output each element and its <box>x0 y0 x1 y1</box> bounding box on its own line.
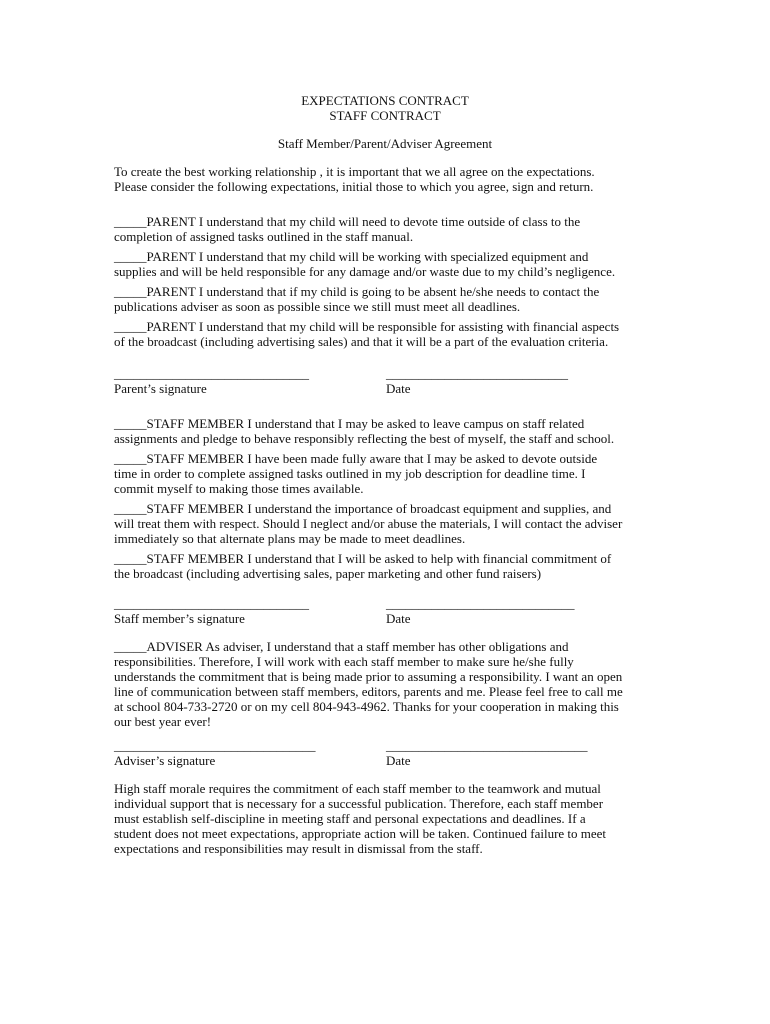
date-label: Date <box>386 611 411 626</box>
adviser-line: understands the commitment that is being made prior to assuming a responsibility. I want an open <box>114 669 623 684</box>
agreement-subtitle: Staff Member/Parent/Adviser Agreement <box>277 136 493 151</box>
item-line: publications adviser as soon as possible since we still must meet all deadlines. <box>114 299 521 314</box>
title-block <box>0 93 770 123</box>
item-line: of the broadcast (including advertising sales) and that it will be a part of the evaluation criteria. <box>114 334 609 349</box>
date-label: Date <box>386 381 411 396</box>
closing-line: must establish self-discipline in meeting staff and personal expectations and deadlines. If a <box>114 811 586 826</box>
title-staff-contract: STAFF CONTRACT <box>329 108 441 123</box>
item-line: commit myself to making those times available. <box>114 481 364 496</box>
staff-date-field[interactable] <box>386 596 575 626</box>
item-line: _____STAFF MEMBER I understand the importance of broadcast equipment and supplies, and <box>114 501 612 516</box>
adviser-line: our best year ever! <box>114 714 212 729</box>
item-line: _____PARENT I understand that my child will need to devote time outside of class to the <box>114 214 581 229</box>
item-line: the broadcast (including advertising sales, paper marketing and other fund raisers) <box>114 566 542 581</box>
item-line: assignments and pledge to behave responsibly reflecting the best of myself, the staff and school. <box>114 431 615 446</box>
item-line: _____STAFF MEMBER I have been made fully aware that I may be asked to devote outside <box>114 451 598 466</box>
item-line: immediately so that alternate plans may be made to meet deadlines. <box>114 531 466 546</box>
item-line: _____PARENT I understand that my child will be working with specialized equipment and <box>114 249 589 264</box>
date-label: Date <box>386 753 411 768</box>
staff-signature-row <box>114 596 674 626</box>
item-line: _____STAFF MEMBER I understand that I will be asked to help with financial commitment of <box>114 551 612 566</box>
item-line: _____PARENT I understand that if my child is going to be absent he/she needs to contact the <box>114 284 600 299</box>
staff-item <box>114 551 674 581</box>
signature-line: ______________________________ <box>114 366 309 381</box>
signature-line: ______________________________ <box>114 596 309 611</box>
parent-item <box>114 214 674 244</box>
signature-label: Parent’s signature <box>114 381 207 396</box>
signature-label: Staff member’s signature <box>114 611 245 626</box>
closing-paragraph <box>114 781 674 856</box>
parent-item <box>114 249 674 279</box>
staff-item <box>114 451 674 496</box>
parent-signature-row <box>114 366 674 396</box>
item-line: will treat them with respect. Should I neglect and/or abuse the materials, I will contact the adviser <box>114 516 623 531</box>
intro-line: Please consider the following expectations, initial those to which you agree, sign and return. <box>114 179 594 194</box>
date-line: _____________________________ <box>386 596 575 611</box>
closing-line: individual support that is necessary for a successful publication. Therefore, each staff member <box>114 796 604 811</box>
closing-line: High staff morale requires the commitment of each staff member to the teamwork and mutual <box>114 781 601 796</box>
signature-label: Adviser’s signature <box>114 753 216 768</box>
date-line: ____________________________ <box>386 366 568 381</box>
staff-item <box>114 416 674 446</box>
adviser-line: line of communication between staff members, editors, parents and me. Please feel free to call me <box>114 684 623 699</box>
date-line: _______________________________ <box>386 738 588 753</box>
adviser-line: _____ADVISER As adviser, I understand that a staff member has other obligations and <box>114 639 569 654</box>
parent-section <box>114 214 674 349</box>
parent-item <box>114 284 674 314</box>
item-line: _____STAFF MEMBER I understand that I may be asked to leave campus on staff related <box>114 416 585 431</box>
staff-section <box>114 416 674 581</box>
staff-signature-field[interactable] <box>114 596 309 626</box>
closing-line: student does not meet expectations, appropriate action will be taken. Continued failure to meet <box>114 826 607 841</box>
intro-paragraph <box>114 164 674 194</box>
item-line: supplies and will be held responsible for any damage and/or waste due to my child’s negligence. <box>114 264 616 279</box>
item-line: _____PARENT I understand that my child will be responsible for assisting with financial aspects <box>114 319 620 334</box>
staff-item <box>114 501 674 546</box>
signature-line: _______________________________ <box>114 738 316 753</box>
adviser-signature-field[interactable] <box>114 738 316 768</box>
parent-item <box>114 319 674 349</box>
parent-date-field[interactable] <box>386 366 568 396</box>
adviser-section <box>114 639 674 729</box>
closing-line: expectations and responsibilities may result in dismissal from the staff. <box>114 841 483 856</box>
adviser-date-field[interactable] <box>386 738 588 768</box>
adviser-signature-row <box>114 738 674 768</box>
item-line: completion of assigned tasks outlined in the staff manual. <box>114 229 414 244</box>
adviser-line: responsibilities. Therefore, I will work with each staff member to make sure he/she fully <box>114 654 574 669</box>
intro-line: To create the best working relationship , it is important that we all agree on the expectations. <box>114 164 595 179</box>
item-line: time in order to complete assigned tasks outlined in my job description for deadline time. I <box>114 466 586 481</box>
parent-signature-field[interactable] <box>114 366 309 396</box>
adviser-line: at school 804-733-2720 or on my cell 804-943-4962. Thanks for your cooperation in making this <box>114 699 619 714</box>
title-expectations-contract: EXPECTATIONS CONTRACT <box>301 93 469 108</box>
